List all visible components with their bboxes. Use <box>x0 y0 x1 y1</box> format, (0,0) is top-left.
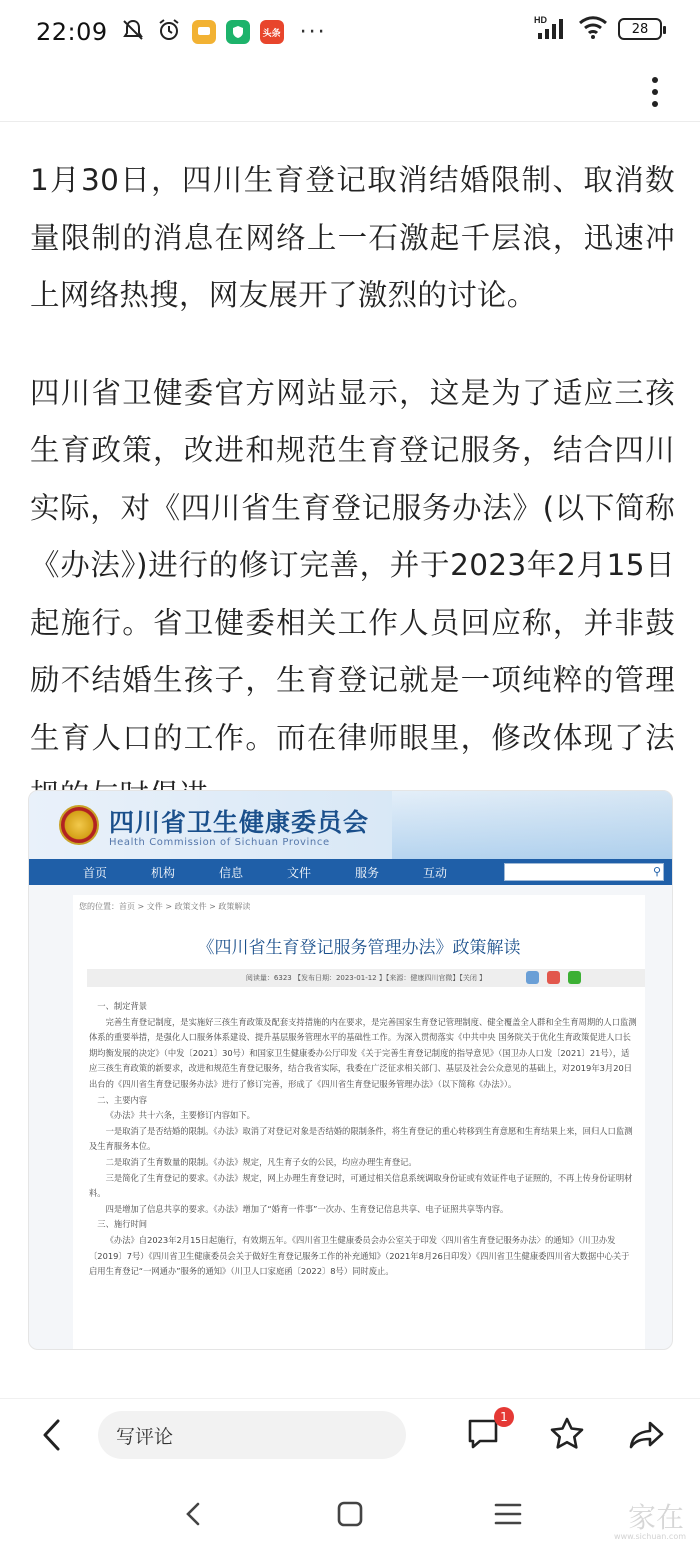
site-search-box <box>504 863 664 881</box>
site-nav-item: 机构 <box>151 865 176 880</box>
site-nav-item: 互动 <box>423 865 448 880</box>
site-nav-item: 文件 <box>287 865 312 880</box>
comment-input[interactable]: 写评论 <box>98 1411 406 1459</box>
article-paragraph: 四川省卫健委官方网站显示，这是为了适应三孩生育政策，改进和规范生育登记服务，结合四川实际，对《四川省生育登记服务办法》(以下简称《办法》)进行的修订完善，并于2023年2月15日起施行。省卫健委相关工作人员回应称，并非鼓励不结婚生孩子，生育登记就是一项纯粹的管理生育人口的工作。而在律师眼里，修改体现了法 <box>30 375 675 755</box>
article-paragraph: 1月30日，四川生育登记取消结婚限制、取消数量限制的消息在网络上一石激起千层浪，迅速冲上网络热搜，网友展开了激烈的讨论。 <box>30 163 675 312</box>
document-body <box>89 999 637 1280</box>
back-chevron-icon <box>174 1494 214 1534</box>
clock: 22:09 <box>36 18 108 46</box>
document-heading: 一、制定背景 <box>97 1001 148 1011</box>
meta-text: 阅读量：6323 【发布日期：2023-01-12 】【来源：健康四川官微】【关闭 】 <box>245 974 487 982</box>
document-paragraph: 四是增加了信息共享的要求。《办法》增加了“婚育一件事”一次办、生育登记信息共享、电子证照共享等内容。 <box>105 1203 509 1214</box>
battery-indicator: 28 <box>618 18 662 40</box>
site-document <box>73 895 645 1350</box>
site-subtitle: Health Commission of Sichuan Province <box>109 837 330 848</box>
bottom-action-bar <box>0 1398 700 1470</box>
share-button[interactable] <box>628 1415 668 1455</box>
mute-icon <box>120 17 146 47</box>
comments-button[interactable] <box>464 1410 508 1455</box>
back-button[interactable] <box>40 1417 64 1453</box>
top-app-bar <box>0 64 700 122</box>
system-back-button[interactable] <box>174 1494 214 1534</box>
site-nav-item: 首页 <box>83 865 108 880</box>
signal-icon <box>534 14 568 44</box>
header-banner <box>392 791 672 859</box>
news-app-icon: 头条 <box>260 20 284 44</box>
site-nav-item: 服务 <box>355 865 380 880</box>
notification-icons <box>120 17 327 47</box>
site-title: 四川省卫生健康委员会 <box>109 808 370 837</box>
article-image[interactable] <box>28 790 673 1350</box>
notes-app-icon <box>192 20 216 44</box>
document-heading: 二、主要内容 <box>97 1094 148 1105</box>
document-title: 《四川省生育登记服务管理办法》政策解读 <box>197 938 521 958</box>
document-paragraph: 三是简化了生育登记的要求。《办法》规定，网上办理生育登记时，可通过相关信息系统调取身份证或有效证件电子证照的，不再上传身份证明材料。 <box>89 1172 633 1199</box>
star-icon <box>548 1415 586 1453</box>
favorite-button[interactable] <box>548 1415 588 1455</box>
dot <box>652 77 658 83</box>
alarm-icon <box>156 17 182 47</box>
document-paragraph: 《办法》自2023年2月15日起施行，有效期五年。《四川省卫生健康委员会办公室关于印发〈四川省生育登记服务办法〉的通知》（川卫办发〔2019〕7号）《四川省卫生健康委员会关于做好生育登记服务工作的补充通知》（2021年8月26日印发）《四川省卫生健康委四川省大数据中心关于启用生育登记“一网通办”服务的通知》（川卫人口家庭函〔2022〕8号）同时废止。 <box>89 1234 630 1277</box>
dot <box>652 89 658 95</box>
wifi-icon <box>578 15 608 43</box>
national-emblem-icon <box>59 805 99 845</box>
system-recents-button[interactable] <box>488 1494 528 1534</box>
breadcrumb: 您的位置：首页 > 文件 > 政策文件 > 政策解读 <box>79 902 251 911</box>
dot <box>652 101 658 107</box>
shield-app-icon <box>226 20 250 44</box>
share-icon <box>526 971 539 984</box>
share-arrow-icon <box>628 1415 666 1453</box>
svg-text:HD: HD <box>534 15 547 25</box>
document-paragraph: 二是取消了生育数量的限制。《办法》规定，凡生育子女的公民，均应办理生育登记。 <box>105 1156 417 1167</box>
document-paragraph: 完善生育登记制度，是实施好三孩生育政策及配套支持措施的内在要求，是完善国家生育登记管理制度、健全覆盖全人群和全生育周期的人口监测体系的重要举措，是强化人口服务体系建设、提升基层服务管理水平的基础性工作。为深入贯彻落实《中共中央 国务院关于优化生育政策促进人口长期均衡发展的决定》（中发〔2021〕30号）和国家卫生健康委办公厅印发《关于完善生育登记制度的指导意见》（国卫办人口发〔2021〕21号），适应三孩生育政策的新要求，改进和规范生育登记服务，结合我省实际，我委在广泛征求相关部门、基层及社会公众意见的基础上，对2019年3月20日出台的《四川省生育登记服务办法》进行了修订完善，形成了《四川省生育登记服务管理办法》（以下简称《办法》）。 <box>89 1016 637 1089</box>
search-icon: ⚲ <box>652 865 661 878</box>
system-nav-bar <box>0 1470 700 1555</box>
share-icons <box>526 971 581 984</box>
system-home-button[interactable] <box>330 1494 370 1534</box>
home-square-icon <box>330 1494 370 1534</box>
article-body <box>30 152 675 825</box>
more-notifications-icon: ··· <box>299 19 327 45</box>
recents-menu-icon <box>488 1494 528 1534</box>
watermark-sub: www.sichuan.com <box>614 1532 686 1541</box>
weibo-icon <box>547 971 560 984</box>
status-bar <box>0 0 700 64</box>
document-meta <box>87 969 645 987</box>
site-nav-item: 信息 <box>219 865 244 880</box>
site-nav <box>29 859 672 885</box>
watermark: 家在 <box>627 1501 684 1534</box>
wechat-icon <box>568 971 581 984</box>
more-options-button[interactable] <box>640 70 670 114</box>
site-header <box>29 791 672 859</box>
comment-count-badge: 1 <box>494 1407 514 1427</box>
document-heading: 三、施行时间 <box>97 1219 148 1230</box>
document-paragraph: 一是取消了是否结婚的限制。《办法》取消了对登记对象是否结婚的限制条件，将生育登记的重心转移到生育意愿和生育结果上来，回归人口监测及生育服务本位。 <box>89 1125 633 1152</box>
document-paragraph: 《办法》共十六条，主要修订内容如下。 <box>105 1110 255 1121</box>
status-right <box>534 14 662 44</box>
